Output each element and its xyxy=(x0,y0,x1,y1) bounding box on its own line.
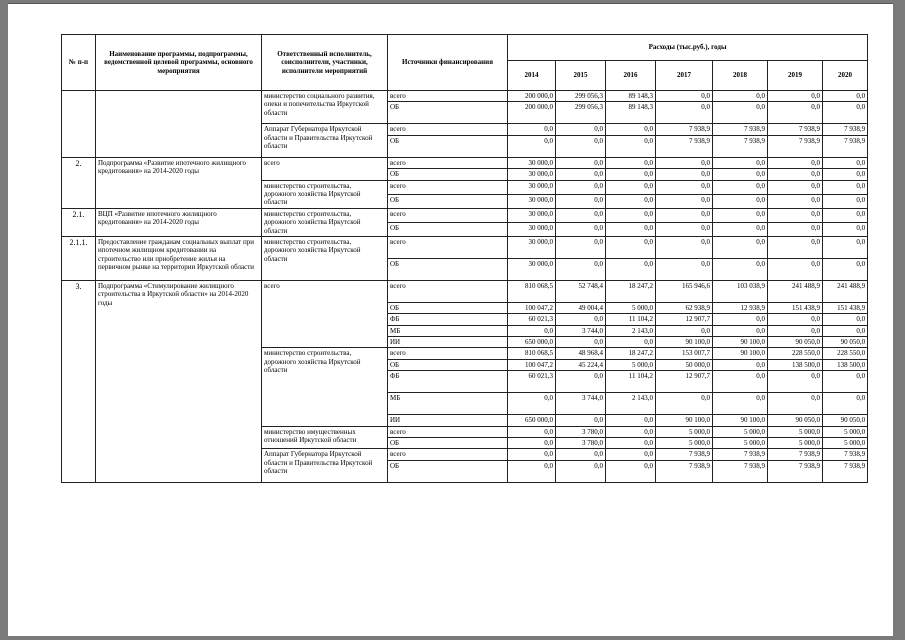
amount-cell: 241 488,9 xyxy=(823,280,868,302)
funding-source: ОБ xyxy=(388,102,508,124)
row-number: 2. xyxy=(62,157,96,208)
amount-cell: 89 148,3 xyxy=(606,91,656,102)
executor-cell: министерство социального развития, опеки и попечительства Иркутской области xyxy=(262,91,388,124)
amount-cell: 0,0 xyxy=(823,157,868,168)
amount-cell: 90 050,0 xyxy=(768,415,823,426)
amount-cell: 50 000,0 xyxy=(656,359,713,370)
amount-cell: 0,0 xyxy=(556,371,606,393)
amount-cell: 60 021,3 xyxy=(508,314,556,325)
amount-cell: 0,0 xyxy=(823,371,868,393)
amount-cell: 60 021,3 xyxy=(508,371,556,393)
amount-cell: 200 000,0 xyxy=(508,102,556,124)
amount-cell: 299 056,3 xyxy=(556,91,606,102)
amount-cell: 0,0 xyxy=(823,314,868,325)
amount-cell: 7 938,9 xyxy=(768,135,823,157)
amount-cell: 0,0 xyxy=(556,449,606,460)
amount-cell: 0,0 xyxy=(713,359,768,370)
amount-cell: 0,0 xyxy=(768,258,823,280)
amount-cell: 0,0 xyxy=(768,393,823,415)
amount-cell: 0,0 xyxy=(606,415,656,426)
amount-cell: 0,0 xyxy=(606,236,656,258)
amount-cell: 0,0 xyxy=(556,124,606,135)
amount-cell: 0,0 xyxy=(768,91,823,102)
amount-cell: 153 007,7 xyxy=(656,348,713,359)
amount-cell: 5 000,0 xyxy=(606,302,656,313)
header-year: 2019 xyxy=(768,61,823,91)
amount-cell: 0,0 xyxy=(508,460,556,482)
table-row xyxy=(62,91,868,102)
amount-cell: 0,0 xyxy=(713,194,768,208)
row-number: 2.1.1. xyxy=(62,236,96,280)
amount-cell: 151 438,9 xyxy=(768,302,823,313)
amount-cell: 90 050,0 xyxy=(823,415,868,426)
amount-cell: 3 780,0 xyxy=(556,438,606,449)
amount-cell: 5 000,0 xyxy=(768,438,823,449)
amount-cell: 0,0 xyxy=(768,325,823,336)
amount-cell: 0,0 xyxy=(556,180,606,194)
amount-cell: 0,0 xyxy=(656,91,713,102)
header-num: № п-п xyxy=(62,35,96,91)
amount-cell: 0,0 xyxy=(606,449,656,460)
amount-cell: 0,0 xyxy=(556,135,606,157)
amount-cell: 0,0 xyxy=(656,102,713,124)
amount-cell: 0,0 xyxy=(823,222,868,236)
executor-cell: министерство строительства, дорожного хозяйства Иркутской области xyxy=(262,208,388,236)
amount-cell: 0,0 xyxy=(606,208,656,222)
amount-cell: 90 050,0 xyxy=(768,337,823,348)
amount-cell: 0,0 xyxy=(606,124,656,135)
amount-cell: 7 938,9 xyxy=(713,460,768,482)
amount-cell: 2 143,0 xyxy=(606,393,656,415)
amount-cell: 0,0 xyxy=(768,102,823,124)
amount-cell: 810 068,5 xyxy=(508,348,556,359)
amount-cell: 30 000,0 xyxy=(508,157,556,168)
amount-cell: 0,0 xyxy=(606,135,656,157)
amount-cell: 0,0 xyxy=(656,222,713,236)
amount-cell: 650 000,0 xyxy=(508,337,556,348)
amount-cell: 7 938,9 xyxy=(656,460,713,482)
amount-cell: 0,0 xyxy=(823,236,868,258)
header-year: 2018 xyxy=(713,61,768,91)
amount-cell: 0,0 xyxy=(768,169,823,180)
funding-source: всего xyxy=(388,124,508,135)
amount-cell: 0,0 xyxy=(656,194,713,208)
amount-cell: 18 247,2 xyxy=(606,348,656,359)
amount-cell: 650 000,0 xyxy=(508,415,556,426)
amount-cell: 241 488,9 xyxy=(768,280,823,302)
funding-source: всего xyxy=(388,449,508,460)
amount-cell: 0,0 xyxy=(768,236,823,258)
funding-source: ФБ xyxy=(388,314,508,325)
amount-cell: 0,0 xyxy=(823,208,868,222)
amount-cell: 90 100,0 xyxy=(713,415,768,426)
amount-cell: 5 000,0 xyxy=(768,426,823,437)
funding-source: ОБ xyxy=(388,258,508,280)
amount-cell: 0,0 xyxy=(556,194,606,208)
amount-cell: 151 438,9 xyxy=(823,302,868,313)
amount-cell: 0,0 xyxy=(508,325,556,336)
amount-cell: 0,0 xyxy=(823,180,868,194)
amount-cell: 0,0 xyxy=(606,438,656,449)
amount-cell: 3 780,0 xyxy=(556,426,606,437)
program-name: Подпрограмма «Развитие ипотечного жилищного кредитования» на 2014-2020 годы xyxy=(96,157,262,208)
amount-cell: 12 938,9 xyxy=(713,302,768,313)
row-number xyxy=(62,91,96,158)
amount-cell: 90 050,0 xyxy=(823,337,868,348)
header-name: Наименование программы, подпрограммы, ведомственной целевой программы, основного мероприятия xyxy=(96,35,262,91)
amount-cell: 7 938,9 xyxy=(713,449,768,460)
header-year: 2020 xyxy=(823,61,868,91)
amount-cell: 0,0 xyxy=(508,438,556,449)
amount-cell: 810 068,5 xyxy=(508,280,556,302)
amount-cell: 5 000,0 xyxy=(606,359,656,370)
amount-cell: 0,0 xyxy=(768,222,823,236)
amount-cell: 0,0 xyxy=(656,180,713,194)
amount-cell: 0,0 xyxy=(656,258,713,280)
amount-cell: 0,0 xyxy=(606,258,656,280)
amount-cell: 0,0 xyxy=(768,157,823,168)
amount-cell: 0,0 xyxy=(606,169,656,180)
amount-cell: 138 500,0 xyxy=(823,359,868,370)
funding-source: ОБ xyxy=(388,222,508,236)
amount-cell: 7 938,9 xyxy=(713,135,768,157)
amount-cell: 0,0 xyxy=(606,222,656,236)
amount-cell: 7 938,9 xyxy=(823,124,868,135)
funding-source: ОБ xyxy=(388,194,508,208)
funding-source: всего xyxy=(388,180,508,194)
header-year: 2014 xyxy=(508,61,556,91)
amount-cell: 7 938,9 xyxy=(768,449,823,460)
amount-cell: 0,0 xyxy=(656,325,713,336)
header-row xyxy=(62,35,868,61)
amount-cell: 30 000,0 xyxy=(508,236,556,258)
amount-cell: 0,0 xyxy=(713,325,768,336)
amount-cell: 0,0 xyxy=(656,236,713,258)
amount-cell: 0,0 xyxy=(508,124,556,135)
executor-cell: Аппарат Губернатора Иркутской области и Правительства Иркутской области xyxy=(262,449,388,482)
amount-cell: 0,0 xyxy=(606,194,656,208)
amount-cell: 5 000,0 xyxy=(656,438,713,449)
amount-cell: 45 224,4 xyxy=(556,359,606,370)
amount-cell: 7 938,9 xyxy=(768,460,823,482)
amount-cell: 0,0 xyxy=(713,157,768,168)
funding-source: ФБ xyxy=(388,371,508,393)
funding-source: МБ xyxy=(388,325,508,336)
amount-cell: 0,0 xyxy=(713,236,768,258)
funding-source: ОБ xyxy=(388,169,508,180)
amount-cell: 200 000,0 xyxy=(508,91,556,102)
amount-cell: 5 000,0 xyxy=(656,426,713,437)
amount-cell: 7 938,9 xyxy=(713,124,768,135)
amount-cell: 0,0 xyxy=(768,180,823,194)
amount-cell: 299 056,3 xyxy=(556,102,606,124)
amount-cell: 2 143,0 xyxy=(606,325,656,336)
amount-cell: 0,0 xyxy=(508,449,556,460)
amount-cell: 165 946,6 xyxy=(656,280,713,302)
amount-cell: 30 000,0 xyxy=(508,194,556,208)
amount-cell: 0,0 xyxy=(768,194,823,208)
executor-cell: министерство строительства, дорожного хозяйства Иркутской области xyxy=(262,236,388,280)
header-year: 2015 xyxy=(556,61,606,91)
amount-cell: 0,0 xyxy=(556,157,606,168)
amount-cell: 0,0 xyxy=(656,393,713,415)
amount-cell: 0,0 xyxy=(508,135,556,157)
amount-cell: 30 000,0 xyxy=(508,180,556,194)
amount-cell: 0,0 xyxy=(823,325,868,336)
amount-cell: 0,0 xyxy=(556,222,606,236)
funding-source: ОБ xyxy=(388,359,508,370)
page-edge xyxy=(893,0,905,640)
amount-cell: 7 938,9 xyxy=(656,135,713,157)
amount-cell: 12 907,7 xyxy=(656,371,713,393)
funding-source: всего xyxy=(388,157,508,168)
amount-cell: 228 550,0 xyxy=(768,348,823,359)
amount-cell: 0,0 xyxy=(556,314,606,325)
amount-cell: 228 550,0 xyxy=(823,348,868,359)
amount-cell: 0,0 xyxy=(508,426,556,437)
amount-cell: 5 000,0 xyxy=(823,438,868,449)
amount-cell: 0,0 xyxy=(768,208,823,222)
program-name: ВЦП «Развитие ипотечного жилищного кредитования» на 2014-2020 годы xyxy=(96,208,262,236)
budget-body xyxy=(62,91,868,483)
amount-cell: 0,0 xyxy=(713,208,768,222)
amount-cell: 100 047,2 xyxy=(508,359,556,370)
amount-cell: 90 100,0 xyxy=(713,348,768,359)
header-year: 2016 xyxy=(606,61,656,91)
executor-cell: всего xyxy=(262,280,388,348)
amount-cell: 0,0 xyxy=(606,460,656,482)
amount-cell: 100 047,2 xyxy=(508,302,556,313)
amount-cell: 12 907,7 xyxy=(656,314,713,325)
executor-cell: всего xyxy=(262,157,388,180)
amount-cell: 0,0 xyxy=(823,194,868,208)
amount-cell: 0,0 xyxy=(606,180,656,194)
amount-cell: 49 004,4 xyxy=(556,302,606,313)
amount-cell: 7 938,9 xyxy=(823,449,868,460)
funding-source: ОБ xyxy=(388,460,508,482)
amount-cell: 5 000,0 xyxy=(823,426,868,437)
executor-cell: министерство имущественных отношений Иркутской области xyxy=(262,426,388,449)
amount-cell: 0,0 xyxy=(656,169,713,180)
table-row xyxy=(62,280,868,302)
amount-cell: 7 938,9 xyxy=(768,124,823,135)
amount-cell: 0,0 xyxy=(606,157,656,168)
amount-cell: 90 100,0 xyxy=(713,337,768,348)
amount-cell: 7 938,9 xyxy=(823,460,868,482)
amount-cell: 0,0 xyxy=(713,180,768,194)
amount-cell: 30 000,0 xyxy=(508,258,556,280)
table-row xyxy=(62,236,868,258)
amount-cell: 0,0 xyxy=(823,102,868,124)
funding-source: всего xyxy=(388,91,508,102)
amount-cell: 7 938,9 xyxy=(823,135,868,157)
amount-cell: 3 744,0 xyxy=(556,393,606,415)
amount-cell: 0,0 xyxy=(713,371,768,393)
amount-cell: 0,0 xyxy=(556,169,606,180)
amount-cell: 0,0 xyxy=(556,415,606,426)
amount-cell: 0,0 xyxy=(713,169,768,180)
header-executor: Ответственный исполнитель, соисполнители, участники, исполнители мероприятий xyxy=(262,35,388,91)
amount-cell: 0,0 xyxy=(556,460,606,482)
amount-cell: 90 100,0 xyxy=(656,337,713,348)
funding-source: всего xyxy=(388,280,508,302)
funding-source: ИИ xyxy=(388,415,508,426)
program-name: Подпрограмма «Стимулирование жилищного строительства в Иркутской области» на 2014-2020 годы xyxy=(96,280,262,482)
amount-cell: 0,0 xyxy=(556,258,606,280)
amount-cell: 0,0 xyxy=(768,314,823,325)
funding-source: ОБ xyxy=(388,438,508,449)
amount-cell: 7 938,9 xyxy=(656,449,713,460)
funding-source: всего xyxy=(388,348,508,359)
amount-cell: 89 148,3 xyxy=(606,102,656,124)
amount-cell: 0,0 xyxy=(713,393,768,415)
funding-source: ИИ xyxy=(388,337,508,348)
document-page xyxy=(8,3,897,636)
amount-cell: 30 000,0 xyxy=(508,208,556,222)
row-number: 3. xyxy=(62,280,96,482)
row-number: 2.1. xyxy=(62,208,96,236)
amount-cell: 0,0 xyxy=(606,337,656,348)
executor-cell: министерство строительства, дорожного хозяйства Иркутской области xyxy=(262,348,388,426)
table-row xyxy=(62,208,868,222)
amount-cell: 0,0 xyxy=(556,208,606,222)
amount-cell: 0,0 xyxy=(713,258,768,280)
program-name xyxy=(96,91,262,158)
amount-cell: 0,0 xyxy=(656,157,713,168)
amount-cell: 0,0 xyxy=(508,393,556,415)
amount-cell: 103 038,9 xyxy=(713,280,768,302)
amount-cell: 52 748,4 xyxy=(556,280,606,302)
amount-cell: 0,0 xyxy=(713,91,768,102)
amount-cell: 0,0 xyxy=(556,337,606,348)
funding-source: всего xyxy=(388,426,508,437)
amount-cell: 0,0 xyxy=(713,222,768,236)
amount-cell: 0,0 xyxy=(823,258,868,280)
funding-source: ОБ xyxy=(388,135,508,157)
amount-cell: 0,0 xyxy=(606,426,656,437)
amount-cell: 0,0 xyxy=(768,371,823,393)
executor-cell: Аппарат Губернатора Иркутской области и Правительства Иркутской области xyxy=(262,124,388,157)
amount-cell: 11 104,2 xyxy=(606,371,656,393)
amount-cell: 138 500,0 xyxy=(768,359,823,370)
amount-cell: 0,0 xyxy=(656,208,713,222)
amount-cell: 90 100,0 xyxy=(656,415,713,426)
header-expenses: Расходы (тыс.руб.), годы xyxy=(508,35,868,61)
amount-cell: 0,0 xyxy=(713,314,768,325)
header-year: 2017 xyxy=(656,61,713,91)
executor-cell: министерство строительства, дорожного хозяйства Иркутской области xyxy=(262,180,388,208)
funding-source: МБ xyxy=(388,393,508,415)
amount-cell: 3 744,0 xyxy=(556,325,606,336)
funding-source: всего xyxy=(388,208,508,222)
amount-cell: 0,0 xyxy=(823,393,868,415)
program-name: Предоставление гражданам социальных выплат при ипотечном жилищном кредитовании на строительство или приобретение жилья на первичном рынке на территории Иркутской области xyxy=(96,236,262,280)
amount-cell: 62 938,9 xyxy=(656,302,713,313)
table-row xyxy=(62,157,868,168)
amount-cell: 30 000,0 xyxy=(508,169,556,180)
amount-cell: 0,0 xyxy=(556,236,606,258)
amount-cell: 48 968,4 xyxy=(556,348,606,359)
amount-cell: 0,0 xyxy=(823,169,868,180)
amount-cell: 0,0 xyxy=(713,102,768,124)
amount-cell: 7 938,9 xyxy=(656,124,713,135)
amount-cell: 18 247,2 xyxy=(606,280,656,302)
amount-cell: 0,0 xyxy=(823,91,868,102)
funding-source: ОБ xyxy=(388,302,508,313)
amount-cell: 11 104,2 xyxy=(606,314,656,325)
header-source: Источники финансирования xyxy=(388,35,508,91)
budget-table xyxy=(61,34,868,483)
amount-cell: 5 000,0 xyxy=(713,426,768,437)
funding-source: всего xyxy=(388,236,508,258)
amount-cell: 5 000,0 xyxy=(713,438,768,449)
amount-cell: 30 000,0 xyxy=(508,222,556,236)
